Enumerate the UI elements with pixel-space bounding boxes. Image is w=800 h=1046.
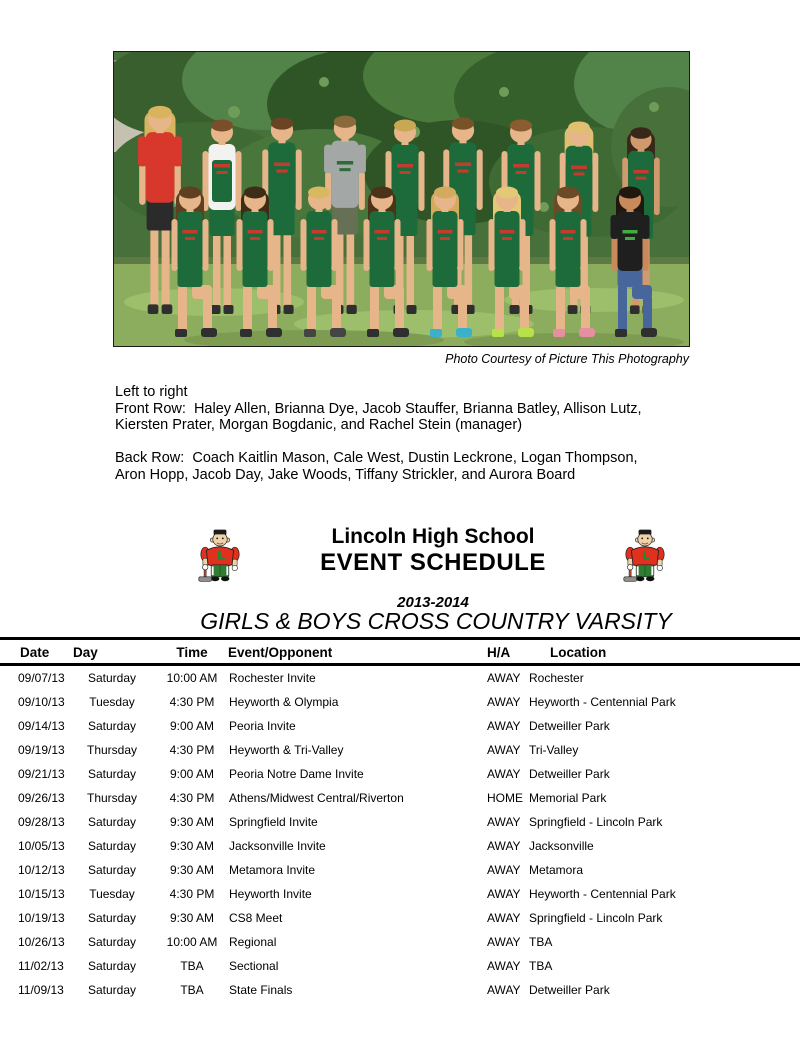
cell-event: Athens/Midwest Central/Riverton bbox=[229, 791, 404, 805]
table-row bbox=[0, 930, 800, 954]
cell-ha: AWAY bbox=[487, 839, 521, 853]
cell-event: Heyworth & Tri-Valley bbox=[229, 743, 344, 757]
cell-ha: AWAY bbox=[487, 983, 521, 997]
cell-date: 10/15/13 bbox=[18, 887, 65, 901]
cell-date: 10/26/13 bbox=[18, 935, 65, 949]
cell-time: TBA bbox=[180, 983, 204, 997]
cell-location: Memorial Park bbox=[529, 791, 607, 805]
cell-date: 09/19/13 bbox=[18, 743, 65, 757]
cell-day: Saturday bbox=[87, 719, 137, 733]
column-header-ha: H/A bbox=[487, 645, 511, 660]
cell-location: Rochester bbox=[529, 671, 584, 685]
cell-ha: AWAY bbox=[487, 935, 521, 949]
roster-intro: Left to right bbox=[115, 384, 188, 400]
cell-location: Heyworth - Centennial Park bbox=[529, 887, 676, 901]
cell-ha: AWAY bbox=[487, 695, 521, 709]
cell-time: 4:30 PM bbox=[169, 791, 215, 805]
cell-location: Heyworth - Centennial Park bbox=[529, 695, 676, 709]
cell-date: 09/21/13 bbox=[18, 767, 65, 781]
cell-day: Saturday bbox=[87, 935, 137, 949]
cell-time: 4:30 PM bbox=[169, 887, 215, 901]
cell-time: 9:30 AM bbox=[169, 911, 215, 925]
cell-date: 09/26/13 bbox=[18, 791, 65, 805]
cell-event: Peoria Notre Dame Invite bbox=[229, 767, 364, 781]
cell-ha: AWAY bbox=[487, 767, 521, 781]
table-row bbox=[0, 666, 800, 690]
cell-time: 9:30 AM bbox=[169, 863, 215, 877]
cell-location: Jacksonville bbox=[529, 839, 594, 853]
cell-date: 09/14/13 bbox=[18, 719, 65, 733]
cell-event: Jacksonville Invite bbox=[229, 839, 326, 853]
roster-back-row-line: Aron Hopp, Jacob Day, Jake Woods, Tiffany Strickler, and Aurora Board bbox=[115, 466, 576, 483]
team-subtitle: GIRLS & BOYS CROSS COUNTRY VARSITY bbox=[200, 608, 672, 634]
table-top-rule bbox=[0, 637, 800, 640]
column-header-time: Time bbox=[176, 645, 208, 660]
cell-event: Heyworth & Olympia bbox=[229, 695, 339, 709]
cell-day: Tuesday bbox=[89, 887, 135, 901]
cell-date: 11/02/13 bbox=[18, 959, 64, 973]
cell-event: CS8 Meet bbox=[229, 911, 283, 925]
table-row bbox=[0, 954, 800, 978]
cell-event: Springfield Invite bbox=[229, 815, 318, 829]
cell-time: 4:30 PM bbox=[169, 695, 215, 709]
column-header-event: Event/Opponent bbox=[228, 645, 333, 660]
table-row bbox=[0, 738, 800, 762]
cell-day: Saturday bbox=[87, 959, 137, 973]
cell-day: Saturday bbox=[87, 863, 137, 877]
railsplitter-mascot-icon bbox=[621, 526, 669, 586]
season-label: 2013-2014 bbox=[397, 594, 469, 611]
cell-ha: AWAY bbox=[487, 743, 521, 757]
cell-date: 09/28/13 bbox=[18, 815, 65, 829]
table-row bbox=[0, 906, 800, 930]
roster-front-row-line: Front Row: Haley Allen, Brianna Dye, Jacob Stauffer, Brianna Batley, Allison Lutz, bbox=[115, 400, 642, 417]
cell-time: 4:30 PM bbox=[169, 743, 215, 757]
cell-day: Thursday bbox=[86, 791, 138, 805]
photo-credit: Photo Courtesy of Picture This Photography bbox=[445, 352, 689, 366]
table-row bbox=[0, 882, 800, 906]
cell-location: Tri-Valley bbox=[529, 743, 579, 757]
cell-location: TBA bbox=[529, 935, 553, 949]
event-schedule-title: EVENT SCHEDULE bbox=[320, 549, 546, 576]
cell-ha: AWAY bbox=[487, 671, 521, 685]
column-header-date: Date bbox=[20, 645, 50, 660]
cell-event: Rochester Invite bbox=[229, 671, 316, 685]
cell-time: 9:00 AM bbox=[169, 767, 215, 781]
table-row bbox=[0, 810, 800, 834]
cell-location: Springfield - Lincoln Park bbox=[529, 815, 663, 829]
cell-date: 09/07/13 bbox=[18, 671, 65, 685]
cell-time: 9:30 AM bbox=[169, 839, 215, 853]
column-header-location: Location bbox=[550, 645, 607, 660]
column-header-day: Day bbox=[73, 645, 98, 660]
table-row bbox=[0, 978, 800, 1002]
cell-day: Saturday bbox=[87, 815, 137, 829]
schedule-header-row bbox=[0, 644, 800, 662]
cell-time: 10:00 AM bbox=[166, 671, 218, 685]
cell-date: 10/05/13 bbox=[18, 839, 65, 853]
cell-ha: AWAY bbox=[487, 719, 521, 733]
cell-location: Springfield - Lincoln Park bbox=[529, 911, 663, 925]
cell-day: Tuesday bbox=[89, 695, 135, 709]
cell-ha: AWAY bbox=[487, 911, 521, 925]
cell-location: Metamora bbox=[529, 863, 584, 877]
cell-ha: AWAY bbox=[487, 863, 521, 877]
cell-event: Heyworth Invite bbox=[229, 887, 312, 901]
cell-date: 09/10/13 bbox=[18, 695, 65, 709]
roster-text bbox=[115, 384, 715, 483]
cell-day: Saturday bbox=[87, 767, 137, 781]
cell-time: TBA bbox=[180, 959, 204, 973]
cell-ha: AWAY bbox=[487, 887, 521, 901]
cell-day: Saturday bbox=[87, 839, 137, 853]
cell-event: Metamora Invite bbox=[229, 863, 316, 877]
cell-event: Sectional bbox=[229, 959, 279, 973]
cell-location: TBA bbox=[529, 959, 553, 973]
masthead bbox=[320, 524, 546, 576]
team-photo bbox=[113, 51, 690, 347]
cell-time: 9:00 AM bbox=[169, 719, 215, 733]
roster-front-row-line: Kiersten Prater, Morgan Bogdanic, and Rachel Stein (manager) bbox=[115, 417, 523, 433]
table-row bbox=[0, 714, 800, 738]
cell-day: Saturday bbox=[87, 671, 137, 685]
cell-day: Thursday bbox=[86, 743, 138, 757]
railsplitter-mascot-icon bbox=[196, 526, 244, 586]
cell-date: 11/09/13 bbox=[18, 983, 64, 997]
cell-ha: AWAY bbox=[487, 815, 521, 829]
cell-day: Saturday bbox=[87, 911, 137, 925]
cell-time: 9:30 AM bbox=[169, 815, 215, 829]
cell-date: 10/19/13 bbox=[18, 911, 65, 925]
table-row bbox=[0, 858, 800, 882]
schedule-rows bbox=[0, 666, 800, 1006]
cell-location: Detweiller Park bbox=[529, 719, 610, 733]
cell-date: 10/12/13 bbox=[18, 863, 65, 877]
table-row bbox=[0, 834, 800, 858]
cell-event: Peoria Invite bbox=[229, 719, 296, 733]
table-row bbox=[0, 786, 800, 810]
cell-event: Regional bbox=[229, 935, 277, 949]
cell-location: Detweiller Park bbox=[529, 767, 610, 781]
cell-time: 10:00 AM bbox=[166, 935, 218, 949]
cell-event: State Finals bbox=[229, 983, 293, 997]
table-row bbox=[0, 762, 800, 786]
cell-location: Detweiller Park bbox=[529, 983, 610, 997]
roster-spacer bbox=[115, 434, 715, 451]
cell-ha: HOME bbox=[487, 791, 523, 805]
cell-day: Saturday bbox=[87, 983, 137, 997]
table-row bbox=[0, 690, 800, 714]
school-name: Lincoln High School bbox=[331, 525, 535, 548]
roster-back-row-line: Back Row: Coach Kaitlin Mason, Cale West, Dustin Leckrone, Logan Thompson, bbox=[115, 450, 638, 466]
team-photo-image bbox=[114, 52, 689, 346]
cell-ha: AWAY bbox=[487, 959, 521, 973]
